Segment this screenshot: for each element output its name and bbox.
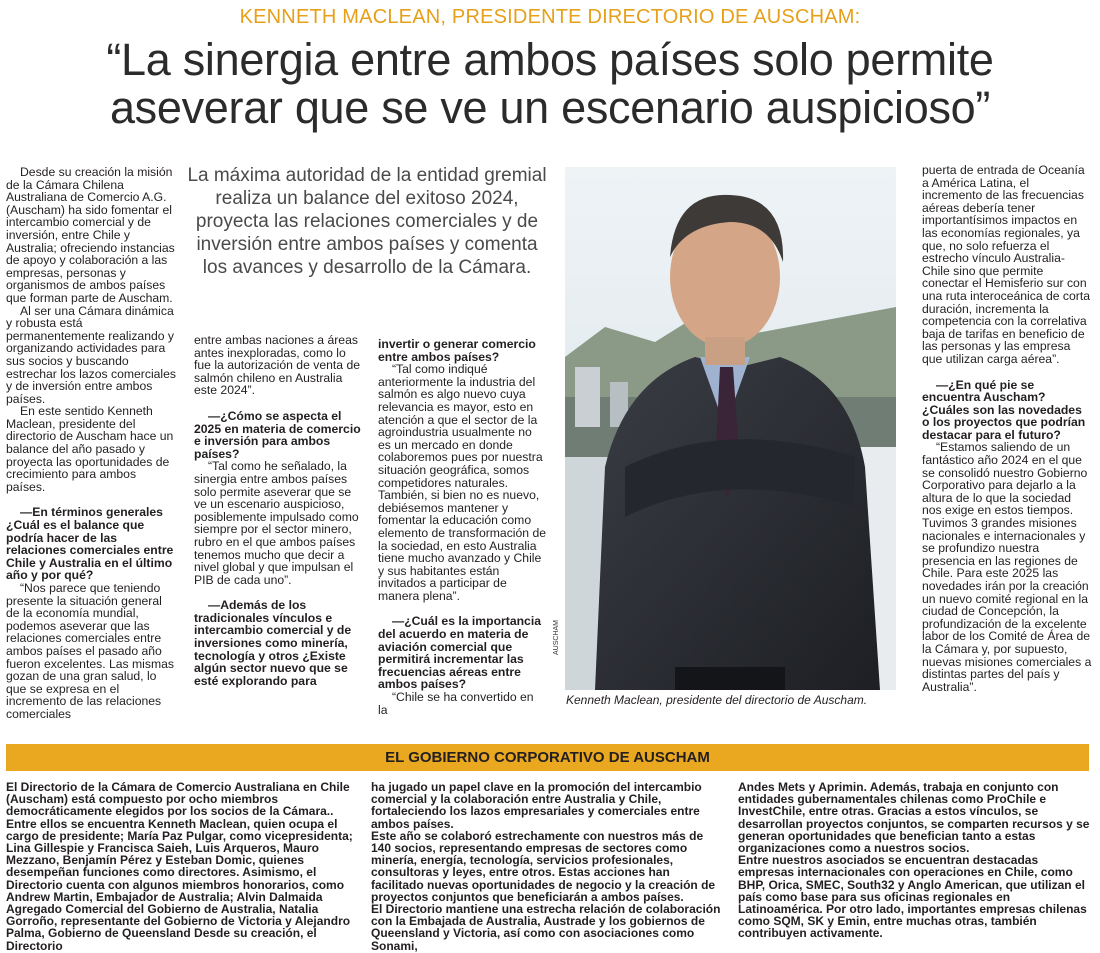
box-paragraph: Entre nuestros asociados se encuentran destacadas empresas internacionales con operaciones en Chile, como BHP, Orica, SMEC, South32 y Anglo American, que utilizan el país como base para sus oficinas regionales en Latinoamérica. Por otro lado, importantes empresas chilenas como SQM, SK y Emin, entre muchas otras, también contribuyen activamente. bbox=[738, 853, 1087, 941]
article-column-4 bbox=[922, 164, 1092, 693]
box-paragraph: ha jugado un papel clave en la promoción del intercambio comercial y la colaboración entre Australia y Chile, fortaleciendo los lazos empresariales y comerciales entre ambos países. bbox=[371, 780, 702, 831]
interview-question: —¿Cuál es la importancia del acuerdo en materia de aviación comercial que permitirá incrementar las frecuencias aéreas entre ambos países? bbox=[378, 614, 541, 692]
paragraph: “Tal como he señalado, la sinergia entre ambos países solo permite aseverar que se ve un escenario auspicioso, posiblemente impulsado como siempre por el sector minero, rubro en el que ambos países tenemos mucho que decir a nivel global y que impulsan el PIB de cada uno”. bbox=[194, 459, 359, 587]
article-column-1 bbox=[6, 166, 176, 721]
interview-question: —Además de los tradicionales vínculos e intercambio comercial y de inversiones como minería, tecnología y otros ¿Existe algún sector nuevo que se esté explorando para bbox=[194, 598, 352, 688]
article-lead: La máxima autoridad de la entidad gremial realiza un balance del exitoso 2024, proyecta las relaciones comerciales y de inversión entre ambos países y comenta los avances y desarrollo de la Cámara. bbox=[187, 165, 547, 278]
headline-line-1: “La sinergia entre ambos países solo permite bbox=[106, 34, 994, 85]
paragraph: “Tal como indiqué anteriormente la industria del salmón es algo nuevo cuya relevancia es mayor, esto en atención a que el sector de la agroindustria usualmente no es un mercado en donde colaboremos pues por nuestra situación geográfica, somos competidores naturales. También, si bien no es nuevo, debiésemos mantener y fomentar la educación como elemento de transformación de la sociedad, en esto Australia tiene mucho avanzado y Chile y sus habitantes están invitados a participar de manera plena”. bbox=[378, 362, 547, 603]
photo-credit: AUSCHAM bbox=[553, 619, 560, 655]
box-paragraph: Andes Mets y Aprimin. Además, trabaja en conjunto con entidades gubernamentales chilenas como ProChile e InvestChile, entre otras. Gracias a estos vínculos, se desarrollan proyectos conjuntos, se comparten recursos y se generan oportunidades que benefician tanto a estas organizaciones como a nuestros socios. bbox=[738, 780, 1090, 856]
interview-question: —En términos generales ¿Cuál es el balance que podría hacer de las relaciones comerciales entre Chile y Australia en el último año y por qué? bbox=[6, 505, 174, 583]
article-kicker: KENNETH MACLEAN, PRESIDENTE DIRECTORIO DE AUSCHAM: bbox=[239, 6, 861, 28]
paragraph: puerta de entrada de Oceanía a América Latina, el incremento de las frecuencias aéreas debería tener importantísimos impactos en las economías regionales, ya que, no solo refuerza el estrecho vínculo Australia-Chile sino que permite conectar el Hemisferio sur con una ruta interoceánica de corta duración, incrementa la competencia con la correlativa baja de tarifas en beneficio de las personas y las empresa que utilizan carga aérea”. bbox=[922, 163, 1091, 366]
article-column-3 bbox=[378, 338, 546, 716]
paragraph: En este sentido Kenneth Maclean, presidente del directorio de Auscham hace un balance del año pasado y proyecta las oportunidades de crecimiento para ambos países. bbox=[6, 404, 174, 494]
interview-question: —¿En qué pie se encuentra Auscham? ¿Cuáles son las novedades o los proyectos que podrían destacar para el futuro? bbox=[922, 377, 1086, 442]
interview-question: invertir o generar comercio entre ambos países? bbox=[378, 337, 536, 364]
box-paragraph: El Directorio de la Cámara de Comercio Australiana en Chile (Auscham) está compuesto por ocho miembros democráticamente elegidos por los socios de la Cámara.. Entre ellos se encuentra Kenneth Maclean, quien ocupa el cargo de presidente; María Paz Pulgar, como vicepresidenta; Lina Gillespie y Francisca Saieh, Luis Arqueros, Mauro Mezzano, Benjamín Pérez y Esteban Domic, quienes desempeñan funciones como directores. Asimismo, el Directorio cuenta con algunos miembros honorarios, como Andrew Martin, Embajador de Australia; Alvin Dalmaida Agregado Comercial del Gobierno de Australia, Natalia Gorroño, representante del Gobierno de Victoria y Alejandro Palma, Gobierno de Queensland Desde su creación, el Directorio bbox=[6, 780, 353, 953]
portrait-illustration bbox=[565, 167, 896, 690]
box-paragraph: Este año se colaboró estrechamente con nuestros más de 140 socios, representando empresas de sectores como minería, energía, tecnología, servicios profesionales, consultoras y leyes, entre otros. Estas acciones han facilitado nuevas oportunidades de negocio y la creación de proyectos conjuntos que beneficiarán a ambos países. bbox=[371, 828, 716, 904]
photo-caption: Kenneth Maclean, presidente del directorio de Auscham. bbox=[566, 693, 868, 707]
portrait-photo bbox=[565, 167, 896, 690]
paragraph: “Nos parece que teniendo presente la situación general de la economía mundial, podemos aseverar que las relaciones comerciales entre ambos países el pasado año fueron excelentes. Las mismas gozan de una gran salud, lo que se expresa en el incremento de las relaciones comerciales bbox=[6, 581, 174, 721]
interview-question: —¿Cómo se aspecta el 2025 en materia de comercio e inversión para ambos países? bbox=[194, 408, 361, 461]
paragraph: Al ser una Cámara dinámica y robusta está permanentemente realizando y organizando actividades para sus socios y buscando estrechar los lazos comerciales y de inversión entre ambos países. bbox=[6, 303, 177, 406]
article-headline bbox=[20, 36, 1080, 132]
paragraph: “Estamos saliendo de un fantástico año 2024 en el que se consolidó nuestro Gobierno Corporativo para dejarlo a la altura de lo que la sociedad nos exige en estos tiempos. Tuvimos 3 grandes misiones nacionales e internacionales y se profundizo nuestra presencia en las regiones de Chile. Para este 2025 las novedades irán por la creación un nuevo comité regional en la ciudad de Concepción, la profundización de la excelente labor de los Comité de Área de la Cámara y, por supuesto, nuevas misiones comerciales a distintas partes del país y Australia”. bbox=[922, 440, 1092, 694]
paragraph: Desde su creación la misión de la Cámara Chilena Australiana de Comercio A.G. (Auscham) ha sido fomentar el intercambio comercial y de inversión, entre Chile y Australia; ofreciendo instancias de apoyo y colaboración a las empresas, personas y organismos de ambos países que forman parte de Auscham. bbox=[6, 165, 175, 305]
article-column-2 bbox=[194, 334, 364, 687]
section-banner: EL GOBIERNO CORPORATIVO DE AUSCHAM bbox=[6, 744, 1089, 771]
paragraph: entre ambas naciones a áreas antes inexploradas, como lo fue la autorización de venta de salmón chileno en Australia este 2024”. bbox=[194, 333, 361, 398]
paragraph: “Chile se ha convertido en la bbox=[378, 690, 534, 717]
box-column-3 bbox=[738, 781, 1090, 940]
box-column-1 bbox=[6, 781, 358, 952]
box-paragraph: El Directorio mantiene una estrecha relación de colaboración con la Embajada de Australia, Austrade y los gobiernos de Queensland y Victoria, así como con asociaciones como Sonami, bbox=[371, 902, 721, 953]
box-column-2 bbox=[371, 781, 723, 952]
headline-line-2: aseverar que se ve un escenario auspicioso” bbox=[109, 82, 991, 133]
